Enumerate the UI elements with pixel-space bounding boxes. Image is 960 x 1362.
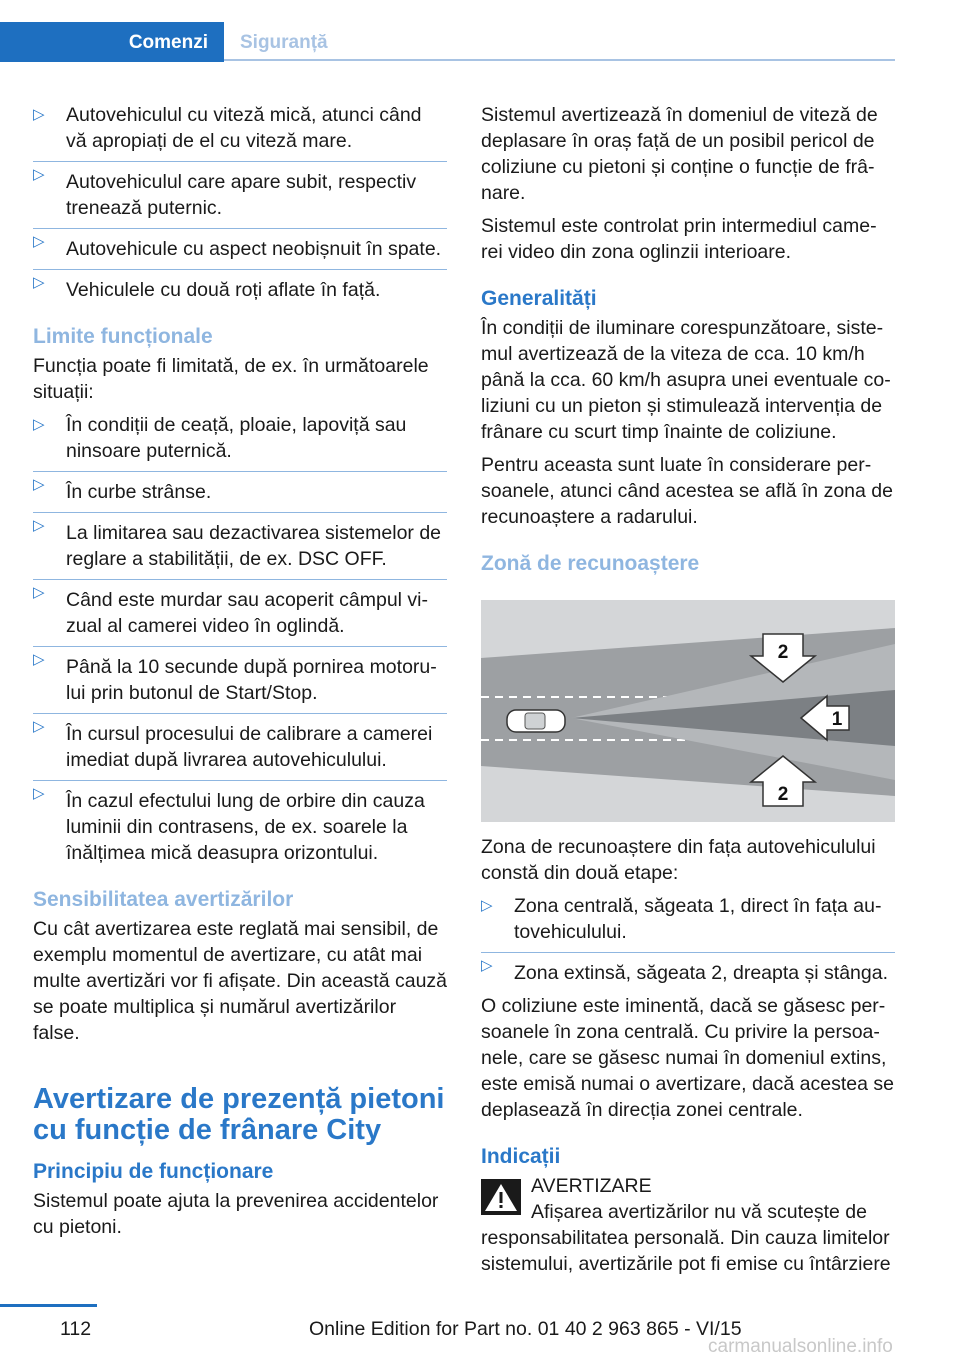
edition-note: Online Edition for Part no. 01 40 2 963 865 - VI/15: [309, 1318, 742, 1340]
principiu-text: Sistemul poate ajuta la prevenirea accidentelor cu pietoni.: [33, 1190, 439, 1238]
principiu-heading: Principiu de funcționare: [33, 1160, 274, 1183]
limite-list: [33, 412, 447, 866]
limite-heading: Limite funcționale: [33, 325, 213, 348]
list-item: ▷ Autovehiculul cu viteză mică, atunci când vă apropiați de el cu viteză mare.: [33, 104, 422, 152]
tab-siguranta[interactable]: Siguranță: [240, 32, 328, 53]
triangle-bullet-icon: ▷: [33, 233, 45, 250]
list-item: ▷ Autovehiculul care apare subit, respectiv trenează puternic.: [33, 161, 447, 221]
list-item: ▷ În curbe strânse.: [33, 471, 447, 505]
left-column: [33, 102, 447, 1247]
main-section-heading: Avertizare de prezență pietoni cu funcție de frânare City: [33, 1083, 445, 1146]
triangle-bullet-icon: ▷: [33, 166, 45, 183]
indicatii-heading: Indicații: [481, 1145, 561, 1168]
tab-comenzi[interactable]: Comenzi: [0, 22, 224, 62]
section-tabs: [0, 22, 895, 62]
triangle-bullet-icon: ▷: [481, 897, 493, 914]
watermark: carmanualsonline.info: [708, 1336, 893, 1357]
footer-rule: [0, 1304, 97, 1307]
sensibilitate-heading: Sensibilitatea avertizărilor: [33, 888, 294, 911]
list-item: ▷ În cursul procesului de calibrare a camerei imediat după livrarea autovehiculului.: [33, 713, 447, 773]
list-item: ▷ Zona extinsă, săgeata 2, dreapta și stânga.: [481, 952, 895, 986]
detection-zone-diagram: [481, 600, 895, 822]
car-icon: [507, 710, 565, 732]
triangle-bullet-icon: ▷: [33, 785, 45, 802]
zona-paragraph-2: O coliziune este iminentă, dacă se găsesc per‐soanele în zona centrală. Cu privire la persoa‐nele, care se găsesc numai în domeniul extins, este emisă numai o avertizare, dacă acestea se deplasează în direcția zonei centrale.: [481, 995, 894, 1121]
list-item: ▷ Autovehicule cu aspect neobișnuit în spate.: [33, 228, 447, 262]
tab-underline: [224, 59, 895, 61]
generalitati-paragraph-2: Pentru aceasta sunt luate în considerare per‐soanele, atunci când acestea se află în zona de recunoaștere a radarului.: [481, 454, 893, 528]
zona-list: [481, 893, 895, 986]
list-item: ▷ Vehiculele cu două roți aflate în față.: [33, 269, 447, 303]
warning-title: AVERTIZARE: [531, 1175, 652, 1197]
arrow-top-label: 2: [777, 642, 789, 663]
intro-paragraph-2: Sistemul este controlat prin intermediul came‐rei video din zona oglinzii interioare.: [481, 215, 877, 263]
intro-paragraph-1: Sistemul avertizează în domeniul de viteză de deplasare în oraș față de un posibil pericol de coliziune cu pietoni și conține o funcție de frâ‐nare.: [481, 104, 878, 204]
warning-block: [481, 1173, 895, 1277]
triangle-bullet-icon: ▷: [481, 957, 493, 974]
warning-text: Afișarea avertizărilor nu vă scutește de responsabilitatea personală. Din cauza limitelor sistemului, avertizările pot fi emise cu întârziere: [481, 1201, 891, 1275]
arrow-mid-label: 1: [831, 709, 843, 730]
triangle-bullet-icon: ▷: [33, 718, 45, 735]
generalitati-heading: Generalități: [481, 287, 597, 310]
list-item: ▷ În cazul efectului lung de orbire din cauza luminii din contrasens, de ex. soarele la înălțimea mică deasupra orizontului.: [33, 780, 447, 866]
right-column: [481, 102, 895, 1277]
list-item: ▷ La limitarea sau dezactivarea sistemelor de reglare a stabilității, de ex. DSC OFF.: [33, 512, 447, 572]
triangle-bullet-icon: ▷: [33, 416, 45, 433]
page-number: 112: [60, 1318, 92, 1340]
list-item: ▷ Când este murdar sau acoperit câmpul vi‐zual al camerei video în oglindă.: [33, 579, 447, 639]
triangle-bullet-icon: ▷: [33, 584, 45, 601]
hazard-list: [33, 102, 447, 303]
sensibilitate-text: Cu cât avertizarea este reglată mai sensibil, de exemplu momentul de avertizare, cu atât mai multe avertizări vor fi afișate. Din această cauză se poate multiplica și numărul avertizărilor false.: [33, 918, 448, 1044]
zona-heading: Zonă de recunoaștere: [481, 552, 700, 575]
triangle-bullet-icon: ▷: [33, 274, 45, 291]
list-item: ▷ Până la 10 secunde după pornirea motoru‐lui prin butonul de Start/Stop.: [33, 646, 447, 706]
list-item: ▷ Zona centrală, săgeata 1, direct în fața au‐tovehiculului.: [481, 895, 882, 943]
list-item: ▷ În condiții de ceață, ploaie, lapoviță sau ninsoare puternică.: [33, 414, 407, 462]
warning-triangle-icon: [481, 1179, 521, 1215]
zona-paragraph-1: Zona de recunoaștere din fața autovehiculului constă din două etape:: [481, 836, 876, 884]
triangle-bullet-icon: ▷: [33, 651, 45, 668]
arrow-bottom-label: 2: [777, 784, 789, 805]
limite-intro: Funcția poate fi limitată, de ex. în următoarele situații:: [33, 355, 429, 403]
triangle-bullet-icon: ▷: [33, 476, 45, 493]
generalitati-paragraph-1: În condiții de iluminare corespunzătoare, siste‐mul avertizează de la viteza de cca. 10 km/h până la cca. 60 km/h asupra unei eventuale co‐liziuni cu un pieton și stimulează intervenția de frânare cu scurt timp înainte de coliziune.: [481, 317, 891, 443]
triangle-bullet-icon: ▷: [33, 517, 45, 534]
triangle-bullet-icon: ▷: [33, 106, 45, 123]
